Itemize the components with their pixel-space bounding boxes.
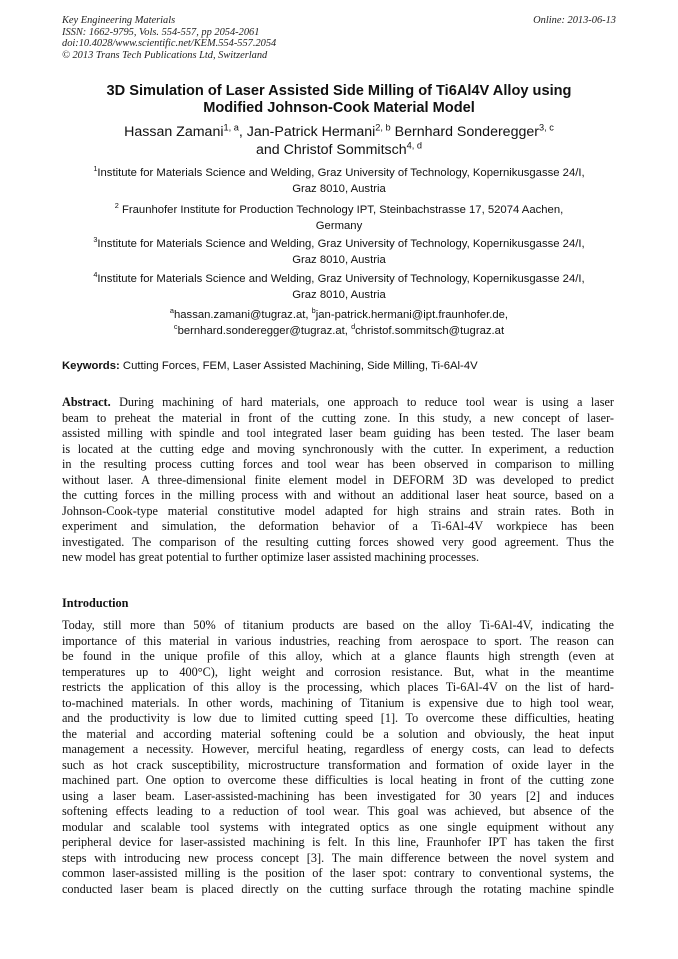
abstract-line: assisted milling with spindle and tool integrated laser beam guiding has been tested. The laser beam <box>62 426 614 440</box>
affiliation-3 <box>62 237 616 268</box>
intro-line: management a necessity. However, merciful heating, regardless of energy costs, can lead to defects <box>62 742 614 756</box>
intro-line: to-machined materials. In other words, machining of Titanium is expensive due to high tool wear, <box>62 695 614 710</box>
affiliation-mark: 2 <box>114 201 119 211</box>
affiliation-mark: 1 <box>93 164 98 174</box>
section-heading-introduction: Introduction <box>62 596 129 610</box>
email-link[interactable]: jan-patrick.hermani@ipt.fraunhofer.de, <box>315 309 509 321</box>
abstract-line: the cutting forces in the milling process with and without an additional laser heat source, based on a <box>62 488 614 502</box>
email-mark: a <box>169 306 174 316</box>
abstract-text: During machining of hard materials, one approach to reduce tool wear is using a laser <box>110 395 614 409</box>
intro-line: be found in the unique profile of this alloy, which at a glance flaunts high strength (even at <box>62 649 614 663</box>
affiliation-mark: 3 <box>93 235 98 245</box>
title-line-1: 3D Simulation of Laser Assisted Side Milling of Ti6Al4V Alloy using <box>106 83 572 99</box>
author-line-1 <box>62 123 616 141</box>
online-date: Online: 2013-06-13 <box>533 15 616 26</box>
author-affil-mark: 3, c <box>538 122 554 133</box>
affiliation-text: Institute for Materials Science and Welding, Graz University of Technology, Kopernikusgasse 24/I, <box>97 273 585 285</box>
email-link[interactable]: bernhard.sonderegger@tugraz.at, <box>177 324 352 337</box>
intro-line: restricts the application of this alloy is the processing, which places Ti-6Al-4V on the list of hard- <box>62 680 614 694</box>
affiliation-line <box>62 237 616 253</box>
keywords-label: Keywords: <box>62 360 120 372</box>
author-name: Bernhard Sonderegger <box>390 124 539 140</box>
intro-line: temperatures up to 400°C), light weight and corrosion resistance. But, what in the meantime <box>62 664 614 679</box>
intro-line: the material and according material softening could be a solution and obviously, the heat input <box>62 726 614 741</box>
journal-header <box>62 15 276 61</box>
abstract-line <box>62 395 614 411</box>
abstract-line: investigated. The comparison of the resulting cutting forces showed very good agreement. Thus the <box>62 534 614 549</box>
abstract-line: beam to preheat the material in front of the cutting zone. In this study, a new concept of laser- <box>62 410 614 425</box>
intro-line: peripheral device for laser-assisted machining is felt. In this line, Fraunhofer IPT has taken the first <box>62 835 614 849</box>
email-mark: c <box>173 321 178 331</box>
affiliation-text: Institute for Materials Science and Welding, Graz University of Technology, Kopernikusgasse 24/I, <box>97 238 585 250</box>
email-mark: b <box>311 306 316 316</box>
intro-line: and the productivity is low due to limited cutting speed [1]. To overcome these difficulties, heating <box>62 711 614 725</box>
affiliation-mark: 4 <box>93 270 98 280</box>
copyright-line: © 2013 Trans Tech Publications Ltd, Switzerland <box>62 49 268 61</box>
affiliation-line <box>62 272 616 288</box>
intro-line: conducted laser beam is placed directly on the cutting surface through the rotating machine spindle <box>62 881 614 896</box>
affiliation-text: Institute for Materials Science and Welding, Graz University of Technology, Kopernikusgasse 24/I, <box>97 167 585 179</box>
affiliation-line <box>62 166 616 182</box>
affiliation-text: Fraunhofer Institute for Production Technology IPT, Steinbachstrasse 17, 52074 Aachen, <box>118 204 564 216</box>
abstract-line: experiment and simulation, the deformation behavior of a Ti-6Al-4V workpiece has been <box>62 519 614 533</box>
keywords <box>62 359 616 374</box>
abstract-label: Abstract. <box>62 395 111 409</box>
intro-line: machined part. One option to overcome these difficulties is local heating in front of the cutting zone <box>62 773 614 787</box>
affiliation-line <box>62 203 616 219</box>
doi-line: doi:10.4028/www.scientific.net/KEM.554-557.2054 <box>62 38 277 50</box>
abstract-line: Johnson-Cook-type material constitutive model adapted for high strains and strain rates. Both in <box>62 503 614 518</box>
intro-line: softening effects leading to a reduction of tool wear. This goal was achieved, but absence of the <box>62 804 614 818</box>
author-affil-mark: 4, d <box>406 140 422 151</box>
affiliation-1 <box>62 166 616 197</box>
intro-line: Today, still more than 50% of titanium products are based on the alloy Ti-6Al-4V, indicating the <box>62 618 614 632</box>
affiliation-city: Germany <box>315 219 363 232</box>
author-affil-mark: 1, a <box>223 122 239 133</box>
intro-line: such as hot crack susceptibility, microstructure transformation and formation of oxide layer in the <box>62 757 614 772</box>
abstract-line: is located at the cutting edge and moving synchronously with the cutter. In experiment, a reduction <box>62 441 614 456</box>
affiliation-2 <box>62 203 616 234</box>
author-line-2 <box>62 141 616 159</box>
title-line-2: Modified Johnson-Cook Material Model <box>203 100 475 116</box>
author-name: Hassan Zamani <box>124 124 224 140</box>
intro-line: common laser-assisted milling is the position of the laser spot: contrary to conventional systems, the <box>62 866 614 880</box>
journal-name: Key Engineering Materials <box>62 15 176 26</box>
author-name: , Jan-Patrick Hermani <box>238 124 376 140</box>
abstract-line: new model has great potential to further optimize laser assisted machining processes. <box>62 550 480 564</box>
intro-line: importance of this material in various industries, reaching from aerospace to sport. The reason can <box>62 633 614 648</box>
email-list <box>62 308 616 339</box>
intro-line: steps with introducing new process concept [3]. The main difference between the novel system and <box>62 850 614 865</box>
paper-title <box>62 83 616 117</box>
email-link[interactable]: christof.sommitsch@tugraz.at <box>355 324 505 337</box>
abstract <box>62 395 614 566</box>
affiliation-city: Graz 8010, Austria <box>292 288 386 301</box>
affiliation-city: Graz 8010, Austria <box>292 253 386 266</box>
email-mark: d <box>351 321 356 331</box>
email-link[interactable]: hassan.zamani@tugraz.at, <box>173 309 312 321</box>
author-list <box>62 123 616 159</box>
email-line-1 <box>62 308 616 324</box>
issn-line: ISSN: 1662-9795, Vols. 554-557, pp 2054-2061 <box>62 26 260 38</box>
affiliation-4 <box>62 272 616 303</box>
introduction-body <box>62 618 614 897</box>
intro-line: using a laser beam. Laser-assisted-machining has been investigated for 30 years [2] and induces <box>62 788 614 803</box>
author-name: and Christof Sommitsch <box>256 142 407 158</box>
abstract-line: without laser. A three-dimensional finite element model in DEFORM 3D was developed to predict <box>62 472 614 487</box>
keywords-text: Cutting Forces, FEM, Laser Assisted Machining, Side Milling, Ti-6Al-4V <box>119 360 478 372</box>
affiliation-city: Graz 8010, Austria <box>292 182 386 195</box>
email-line-2 <box>62 321 616 340</box>
author-affil-mark: 2, b <box>375 122 391 133</box>
abstract-line: in the resulting process cutting forces and tool wear has been observed in comparison to milling <box>62 457 614 471</box>
intro-line: modular and scalable tool systems with integrated optics as one single equipment without any <box>62 819 614 834</box>
